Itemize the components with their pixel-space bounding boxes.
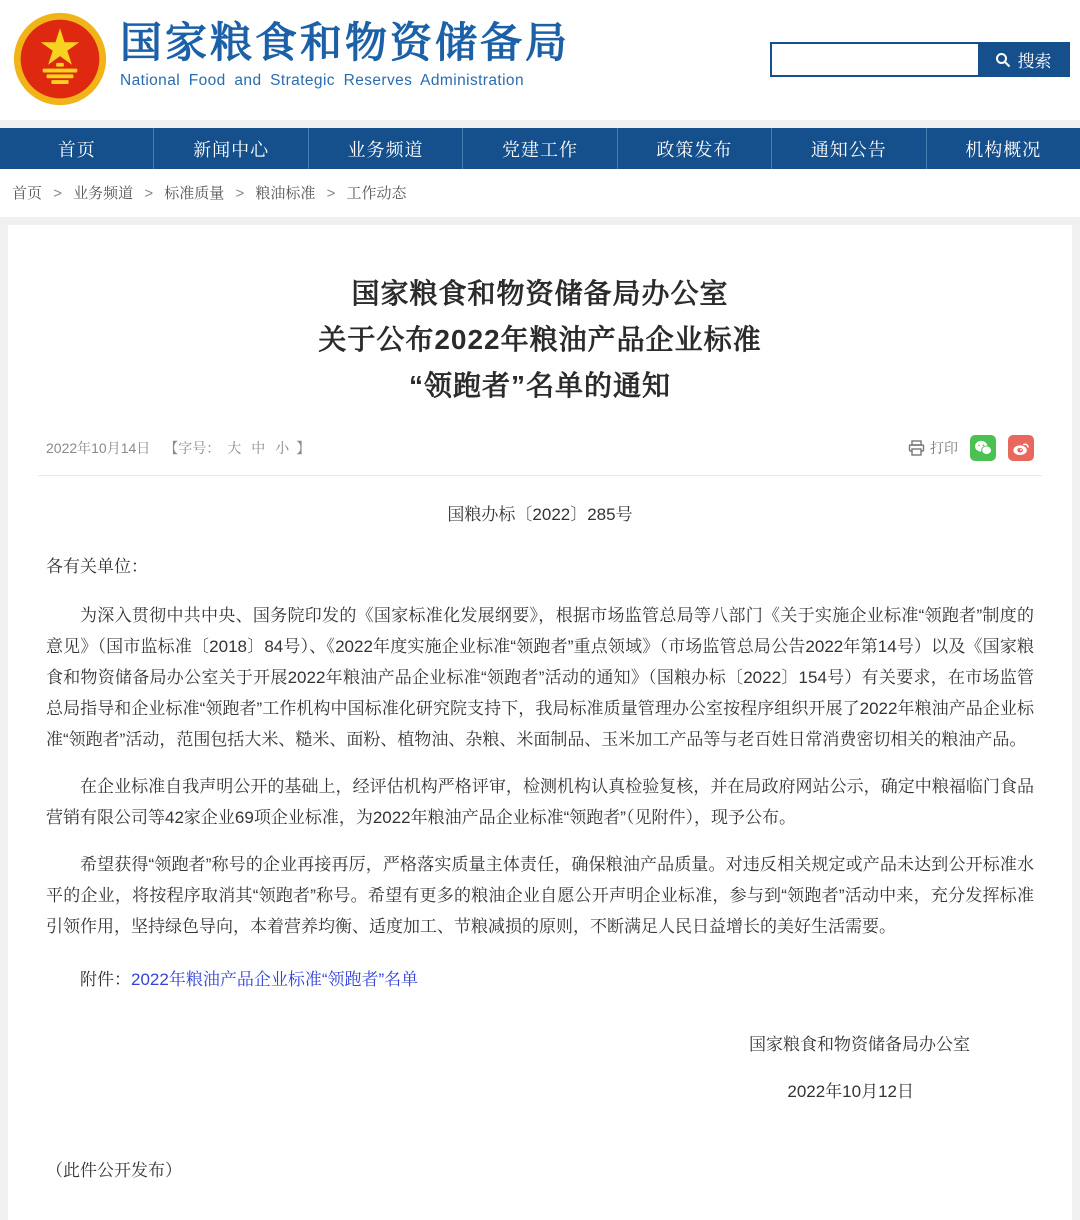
signature-org: 国家粮食和物资储备局办公室 [749, 1035, 970, 1054]
breadcrumb-standards-quality[interactable]: 标准质量 [164, 185, 225, 202]
site-search [770, 42, 1070, 77]
breadcrumb-business[interactable]: 业务频道 [73, 185, 134, 202]
nav-item-news[interactable]: 新闻中心 [154, 128, 308, 169]
public-release-note: （此件公开发布） [46, 1161, 182, 1180]
main-nav [0, 128, 1080, 169]
attachment-label: 附件： [80, 970, 131, 989]
font-size-small[interactable]: 小 [275, 440, 290, 456]
wechat-icon [974, 440, 992, 456]
paragraph-2: 在企业标准自我声明公开的基础上，经评估机构严格评审，检测机构认真检验复核，并在局政府网站公示，确定中粮福临门食品营销有限公司等42家企业69项企业标准，为2022年粮油产品企业标准“领跑者”（见附件），现予公布。 [46, 777, 1034, 827]
document-title [38, 271, 1042, 409]
font-size-label-close: 】 [296, 440, 311, 456]
nav-item-home[interactable]: 首页 [0, 128, 154, 169]
search-input[interactable] [772, 44, 978, 75]
nav-item-policy[interactable]: 政策发布 [618, 128, 772, 169]
breadcrumb-home[interactable]: 首页 [12, 185, 43, 202]
article-card [8, 225, 1072, 1220]
nav-item-notices[interactable]: 通知公告 [772, 128, 926, 169]
print-label: 打印 [930, 440, 958, 456]
breadcrumb [0, 169, 1080, 217]
document-title-line-2: 关于公布2022年粮油产品企业标准 [318, 324, 762, 355]
share-weibo-button[interactable] [1008, 435, 1034, 461]
breadcrumb-grain-oil-standards[interactable]: 粮油标准 [255, 185, 316, 202]
attachment-link[interactable]: 2022年粮油产品企业标准“领跑者”名单 [131, 970, 419, 989]
font-size-large[interactable]: 大 [227, 440, 242, 456]
nav-item-business[interactable]: 业务频道 [309, 128, 463, 169]
article-meta-row [38, 435, 1042, 476]
font-size-label: 【字号： [164, 440, 221, 456]
breadcrumb-separator: > [326, 185, 336, 202]
document-number: 国粮办标〔2022〕285号 [447, 505, 633, 524]
share-wechat-button[interactable] [970, 435, 996, 461]
publish-date: 2022年10月14日 [46, 440, 151, 456]
search-button-label: 搜索 [1017, 52, 1052, 71]
breadcrumb-work-updates[interactable]: 工作动态 [346, 185, 407, 202]
document-title-line-1: 国家粮食和物资储备局办公室 [351, 278, 729, 309]
paragraph-1: 为深入贯彻中共中央、国务院印发的《国家标准化发展纲要》，根据市场监管总局等八部门《关于实施企业标准“领跑者”制度的意见》（国市监标准〔2018〕84号）、《2022年度实施企业标准“领跑者”重点领域》（市场监管总局公告2022年第14号）以及《国家粮食和物资储备局办公室关于开展2022年粮油产品企业标准“领跑者”活动的通知》（国粮办标〔2022〕154号）有关要求，在市场监管总局指导和企业标准“领跑者”工作机构中国标准化研究院支持下，我局标准质量管理办公室按程序组织开展了2022年粮油产品企业标准“领跑者”活动，范围包括大米、糙米、面粉、植物油、杂粮、米面制品、玉米加工产品等与老百姓日常消费密切相关的粮油产品。 [46, 606, 1034, 749]
breadcrumb-separator: > [144, 185, 154, 202]
document-body [38, 551, 1042, 1186]
nav-item-about[interactable]: 机构概况 [965, 139, 1042, 160]
content-background [0, 217, 1080, 1220]
printer-icon [908, 440, 925, 456]
print-button[interactable] [908, 438, 958, 458]
header-gap [0, 120, 1080, 128]
font-size-medium[interactable]: 中 [251, 440, 266, 456]
search-icon [995, 52, 1011, 68]
site-header [0, 0, 1080, 120]
site-subtitle-en: National Food and Strategic Reserves Administration [120, 72, 524, 89]
paragraph-3: 希望获得“领跑者”称号的企业再接再厉，严格落实质量主体责任，确保粮油产品质量。对违反相关规定或产品未达到公开标准水平的企业，将按程序取消其“领跑者”称号。希望有更多的粮油企业自愿公开声明企业标准，参与到“领跑者”活动中来，充分发挥标准引领作用，坚持绿色导向，本着营养均衡、适度加工、节粮减损的原则，不断满足人民日益增长的美好生活需要。 [46, 855, 1034, 936]
breadcrumb-separator: > [53, 185, 62, 202]
signature-date: 2022年10月12日 [787, 1082, 914, 1101]
document-title-line-3: “领跑者”名单的通知 [408, 370, 671, 401]
attachment-row [46, 964, 1034, 995]
search-button[interactable] [978, 44, 1068, 75]
site-title: 国家粮食和物资储备局 [120, 19, 571, 66]
salutation: 各有关单位： [46, 557, 148, 576]
article-meta-right [908, 435, 1034, 461]
article-meta-left [46, 438, 310, 458]
nav-item-party[interactable]: 党建工作 [463, 128, 617, 169]
national-emblem-logo [12, 11, 108, 107]
weibo-icon [1012, 440, 1030, 456]
breadcrumb-separator: > [235, 185, 245, 202]
